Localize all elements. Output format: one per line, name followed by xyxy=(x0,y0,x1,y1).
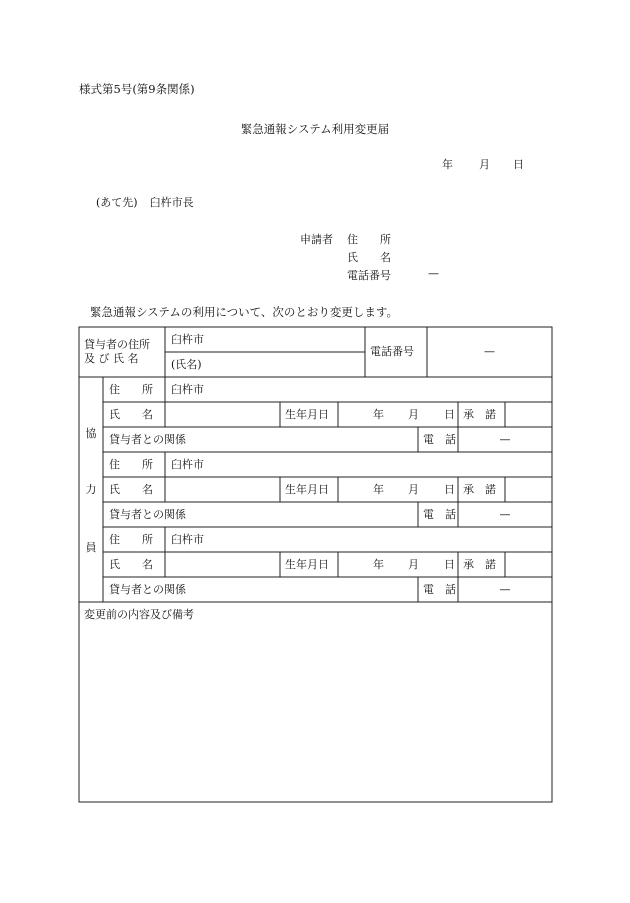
cooperator-phone-label: 電 話 xyxy=(423,583,456,596)
date-month-label: 月 xyxy=(479,158,490,171)
applicant-phone-label: 電話番号 xyxy=(347,269,391,282)
cooperator-birth-month: 月 xyxy=(408,408,419,421)
lender-address-value[interactable]: 臼杵市 xyxy=(171,333,204,346)
cooperator-phone-value[interactable]: — xyxy=(499,508,511,521)
cooperator-birth-month: 月 xyxy=(408,483,419,496)
cooperator-relation-label: 貸与者との関係 xyxy=(109,433,186,446)
remarks-area[interactable] xyxy=(80,624,551,800)
cooperator-address-label: 住 所 xyxy=(109,533,153,546)
form-title: 緊急通報システム利用変更届 xyxy=(240,122,390,136)
cooperator-birth-label: 生年月日 xyxy=(285,558,329,571)
recipient-name: 臼杵市長 xyxy=(149,196,194,209)
lender-label-line1: 貸与者の住所 xyxy=(84,338,150,351)
cooperator-name-label: 氏 名 xyxy=(109,558,153,571)
cooperator-phone-label: 電 話 xyxy=(423,433,456,446)
cooperator-birth-year: 年 xyxy=(373,558,384,571)
cooperator-birth-day: 日 xyxy=(444,408,455,421)
cooperator-birth-month: 月 xyxy=(408,558,419,571)
cooperator-relation-label: 貸与者との関係 xyxy=(109,508,186,521)
cooperator-address-label: 住 所 xyxy=(109,458,153,471)
cooperator-name-label: 氏 名 xyxy=(109,408,153,421)
applicant-phone-dash: — xyxy=(428,267,439,280)
date-year-label: 年 xyxy=(442,158,453,171)
lender-label-line2: 及 び 氏 名 xyxy=(84,352,139,365)
cooperator-phone-value[interactable]: — xyxy=(499,583,511,596)
cooperator-birth-label: 生年月日 xyxy=(285,408,329,421)
remarks-label: 変更前の内容及び備考 xyxy=(84,608,194,621)
cooperator-birth-year: 年 xyxy=(373,408,384,421)
cooperator-address-value[interactable]: 臼杵市 xyxy=(171,383,204,396)
date-day-label: 日 xyxy=(513,158,524,171)
applicant-address-label: 住 所 xyxy=(347,233,391,246)
applicant-label: 申請者 xyxy=(300,233,333,246)
cooperator-address-label: 住 所 xyxy=(109,383,153,396)
cooperator-birth-year: 年 xyxy=(373,483,384,496)
cooperator-birth-label: 生年月日 xyxy=(285,483,329,496)
cooperator-consent-label: 承 諾 xyxy=(463,558,496,571)
cooperator-phone-label: 電 話 xyxy=(423,508,456,521)
recipient-label: (あて先) xyxy=(96,196,138,209)
applicant-name-label: 氏 名 xyxy=(347,251,391,264)
cooperator-birth-day: 日 xyxy=(444,483,455,496)
lender-name-value[interactable]: (氏名) xyxy=(171,358,202,371)
cooperator-consent-label: 承 諾 xyxy=(463,483,496,496)
cooperator-consent-label: 承 諾 xyxy=(463,408,496,421)
intro-text: 緊急通報システムの利用について、次のとおり変更します。 xyxy=(90,305,398,319)
lender-phone-value[interactable]: — xyxy=(484,345,495,358)
cooperator-relation-label: 貸与者との関係 xyxy=(109,583,186,596)
cooperator-birth-day: 日 xyxy=(444,558,455,571)
cooperator-side-label-3: 員 xyxy=(85,541,97,554)
cooperator-address-value[interactable]: 臼杵市 xyxy=(171,533,204,546)
cooperator-address-value[interactable]: 臼杵市 xyxy=(171,458,204,471)
cooperator-name-label: 氏 名 xyxy=(109,483,153,496)
cooperator-side-label-2: 力 xyxy=(85,483,97,496)
form-number: 様式第5号(第9条関係) xyxy=(79,82,195,96)
recipient xyxy=(96,194,194,210)
cooperator-side-label-1: 協 xyxy=(85,427,97,440)
lender-phone-label: 電話番号 xyxy=(370,345,414,358)
cooperator-phone-value[interactable]: — xyxy=(499,433,511,446)
